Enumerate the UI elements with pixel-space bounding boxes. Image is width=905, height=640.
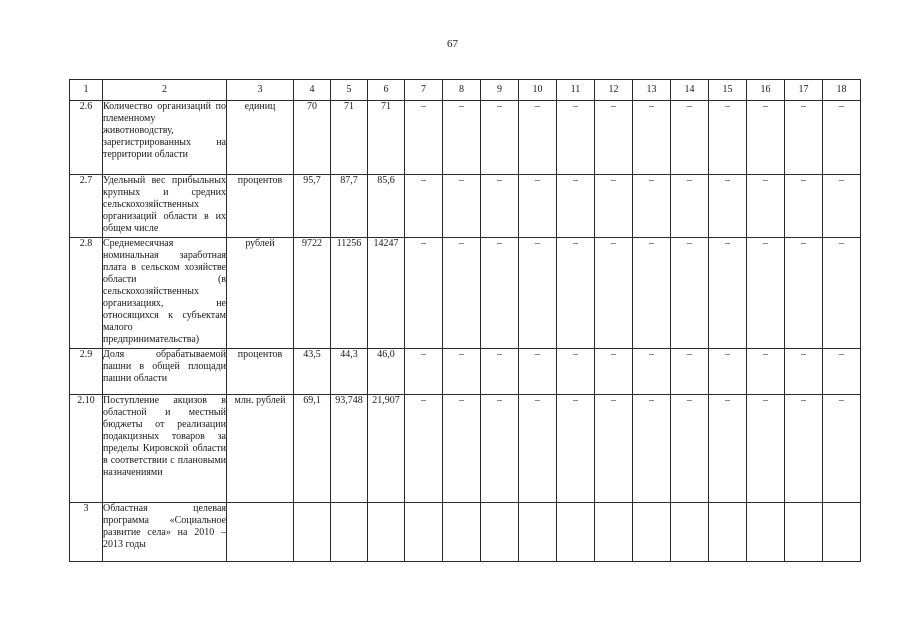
dash-cell: – bbox=[823, 175, 861, 238]
dash-cell bbox=[557, 503, 595, 562]
dash-cell: – bbox=[785, 395, 823, 503]
dash-cell bbox=[443, 503, 481, 562]
row-number-cell: 2.9 bbox=[70, 349, 103, 395]
unit-cell bbox=[227, 503, 294, 562]
dash-cell: – bbox=[633, 175, 671, 238]
dash-cell: – bbox=[671, 238, 709, 349]
table-row bbox=[70, 175, 861, 238]
value-cell: 85,6 bbox=[368, 175, 405, 238]
column-header: 13 bbox=[633, 80, 671, 101]
dash-cell: – bbox=[405, 175, 443, 238]
value-cell: 43,5 bbox=[294, 349, 331, 395]
dash-cell: – bbox=[595, 101, 633, 175]
row-number-cell: 2.7 bbox=[70, 175, 103, 238]
dash-cell: – bbox=[823, 238, 861, 349]
dash-cell bbox=[709, 503, 747, 562]
dash-cell: – bbox=[481, 238, 519, 349]
indicator-name-cell: Удельный вес прибыльных крупных и средних сельскохозяйственных организаций области в их общем числе bbox=[103, 175, 227, 238]
dash-cell: – bbox=[557, 175, 595, 238]
dash-cell: – bbox=[785, 349, 823, 395]
dash-cell: – bbox=[671, 175, 709, 238]
dash-cell: – bbox=[557, 349, 595, 395]
unit-cell: млн. рублей bbox=[227, 395, 294, 503]
dash-cell: – bbox=[443, 238, 481, 349]
value-cell bbox=[331, 503, 368, 562]
column-header: 16 bbox=[747, 80, 785, 101]
unit-cell: единиц bbox=[227, 101, 294, 175]
dash-cell: – bbox=[633, 395, 671, 503]
dash-cell bbox=[671, 503, 709, 562]
column-header: 10 bbox=[519, 80, 557, 101]
dash-cell: – bbox=[443, 101, 481, 175]
value-cell bbox=[368, 503, 405, 562]
dash-cell bbox=[747, 503, 785, 562]
dash-cell: – bbox=[443, 349, 481, 395]
value-cell: 46,0 bbox=[368, 349, 405, 395]
value-cell: 93,748 bbox=[331, 395, 368, 503]
dash-cell: – bbox=[405, 349, 443, 395]
dash-cell: – bbox=[747, 175, 785, 238]
column-header: 6 bbox=[368, 80, 405, 101]
value-cell: 87,7 bbox=[331, 175, 368, 238]
value-cell: 70 bbox=[294, 101, 331, 175]
table-row bbox=[70, 238, 861, 349]
indicator-name-cell: Поступление акцизов в областной и местный бюджеты от реализации подакцизных товаров за пределы Кировской области в соответствии с плановыми назначениями bbox=[103, 395, 227, 503]
column-header: 4 bbox=[294, 80, 331, 101]
dash-cell bbox=[785, 503, 823, 562]
dash-cell: – bbox=[785, 101, 823, 175]
indicator-name-cell: Количество организаций по племенному животноводству, зарегистрированных на территории области bbox=[103, 101, 227, 175]
dash-cell bbox=[633, 503, 671, 562]
dash-cell: – bbox=[671, 101, 709, 175]
dash-cell: – bbox=[519, 238, 557, 349]
indicator-name-cell: Доля обрабатываемой пашни в общей площади пашни области bbox=[103, 349, 227, 395]
dash-cell: – bbox=[633, 101, 671, 175]
header-row bbox=[70, 80, 861, 101]
column-header: 5 bbox=[331, 80, 368, 101]
value-cell: 11256 bbox=[331, 238, 368, 349]
column-header: 7 bbox=[405, 80, 443, 101]
dash-cell: – bbox=[633, 238, 671, 349]
dash-cell: – bbox=[671, 395, 709, 503]
dash-cell: – bbox=[633, 349, 671, 395]
value-cell: 14247 bbox=[368, 238, 405, 349]
dash-cell: – bbox=[709, 349, 747, 395]
dash-cell: – bbox=[747, 395, 785, 503]
dash-cell: – bbox=[595, 175, 633, 238]
unit-cell: рублей bbox=[227, 238, 294, 349]
indicator-name-cell: Среднемесячная номинальная заработная плата в сельском хозяйстве области (в сельскохозяйственных организациях, не относящихся к субъектам малого предпринимательства) bbox=[103, 238, 227, 349]
dash-cell: – bbox=[405, 395, 443, 503]
column-header: 1 bbox=[70, 80, 103, 101]
table-row bbox=[70, 101, 861, 175]
value-cell: 9722 bbox=[294, 238, 331, 349]
column-header: 9 bbox=[481, 80, 519, 101]
dash-cell: – bbox=[595, 349, 633, 395]
dash-cell: – bbox=[481, 101, 519, 175]
dash-cell bbox=[405, 503, 443, 562]
indicators-table bbox=[69, 79, 861, 562]
value-cell bbox=[294, 503, 331, 562]
value-cell: 69,1 bbox=[294, 395, 331, 503]
table-row bbox=[70, 503, 861, 562]
dash-cell: – bbox=[443, 395, 481, 503]
dash-cell: – bbox=[823, 101, 861, 175]
dash-cell: – bbox=[747, 349, 785, 395]
column-header: 11 bbox=[557, 80, 595, 101]
dash-cell: – bbox=[671, 349, 709, 395]
dash-cell: – bbox=[443, 175, 481, 238]
value-cell: 71 bbox=[368, 101, 405, 175]
column-header: 2 bbox=[103, 80, 227, 101]
dash-cell: – bbox=[481, 349, 519, 395]
column-header: 17 bbox=[785, 80, 823, 101]
dash-cell: – bbox=[823, 349, 861, 395]
dash-cell: – bbox=[481, 175, 519, 238]
column-header: 15 bbox=[709, 80, 747, 101]
row-number-cell: 3 bbox=[70, 503, 103, 562]
dash-cell: – bbox=[519, 101, 557, 175]
dash-cell: – bbox=[519, 175, 557, 238]
dash-cell: – bbox=[709, 238, 747, 349]
dash-cell: – bbox=[595, 238, 633, 349]
value-cell: 44,3 bbox=[331, 349, 368, 395]
dash-cell: – bbox=[557, 238, 595, 349]
value-cell: 21,907 bbox=[368, 395, 405, 503]
dash-cell: – bbox=[709, 101, 747, 175]
column-header: 8 bbox=[443, 80, 481, 101]
dash-cell: – bbox=[785, 175, 823, 238]
dash-cell bbox=[823, 503, 861, 562]
dash-cell: – bbox=[519, 395, 557, 503]
dash-cell: – bbox=[709, 395, 747, 503]
dash-cell: – bbox=[557, 101, 595, 175]
dash-cell: – bbox=[519, 349, 557, 395]
dash-cell: – bbox=[405, 101, 443, 175]
page-number: 67 bbox=[447, 38, 458, 50]
dash-cell: – bbox=[405, 238, 443, 349]
table-row bbox=[70, 349, 861, 395]
dash-cell: – bbox=[747, 101, 785, 175]
dash-cell: – bbox=[481, 395, 519, 503]
indicator-name-cell: Областная целевая программа «Социальное развитие села» на 2010 – 2013 годы bbox=[103, 503, 227, 562]
dash-cell: – bbox=[823, 395, 861, 503]
unit-cell: процентов bbox=[227, 349, 294, 395]
row-number-cell: 2.6 bbox=[70, 101, 103, 175]
row-number-cell: 2.8 bbox=[70, 238, 103, 349]
dash-cell: – bbox=[747, 238, 785, 349]
dash-cell bbox=[519, 503, 557, 562]
value-cell: 95,7 bbox=[294, 175, 331, 238]
dash-cell bbox=[481, 503, 519, 562]
column-header: 18 bbox=[823, 80, 861, 101]
dash-cell: – bbox=[595, 395, 633, 503]
value-cell: 71 bbox=[331, 101, 368, 175]
dash-cell bbox=[595, 503, 633, 562]
row-number-cell: 2.10 bbox=[70, 395, 103, 503]
dash-cell: – bbox=[557, 395, 595, 503]
column-header: 3 bbox=[227, 80, 294, 101]
column-header: 12 bbox=[595, 80, 633, 101]
unit-cell: процентов bbox=[227, 175, 294, 238]
column-header: 14 bbox=[671, 80, 709, 101]
table-row bbox=[70, 395, 861, 503]
dash-cell: – bbox=[785, 238, 823, 349]
dash-cell: – bbox=[709, 175, 747, 238]
